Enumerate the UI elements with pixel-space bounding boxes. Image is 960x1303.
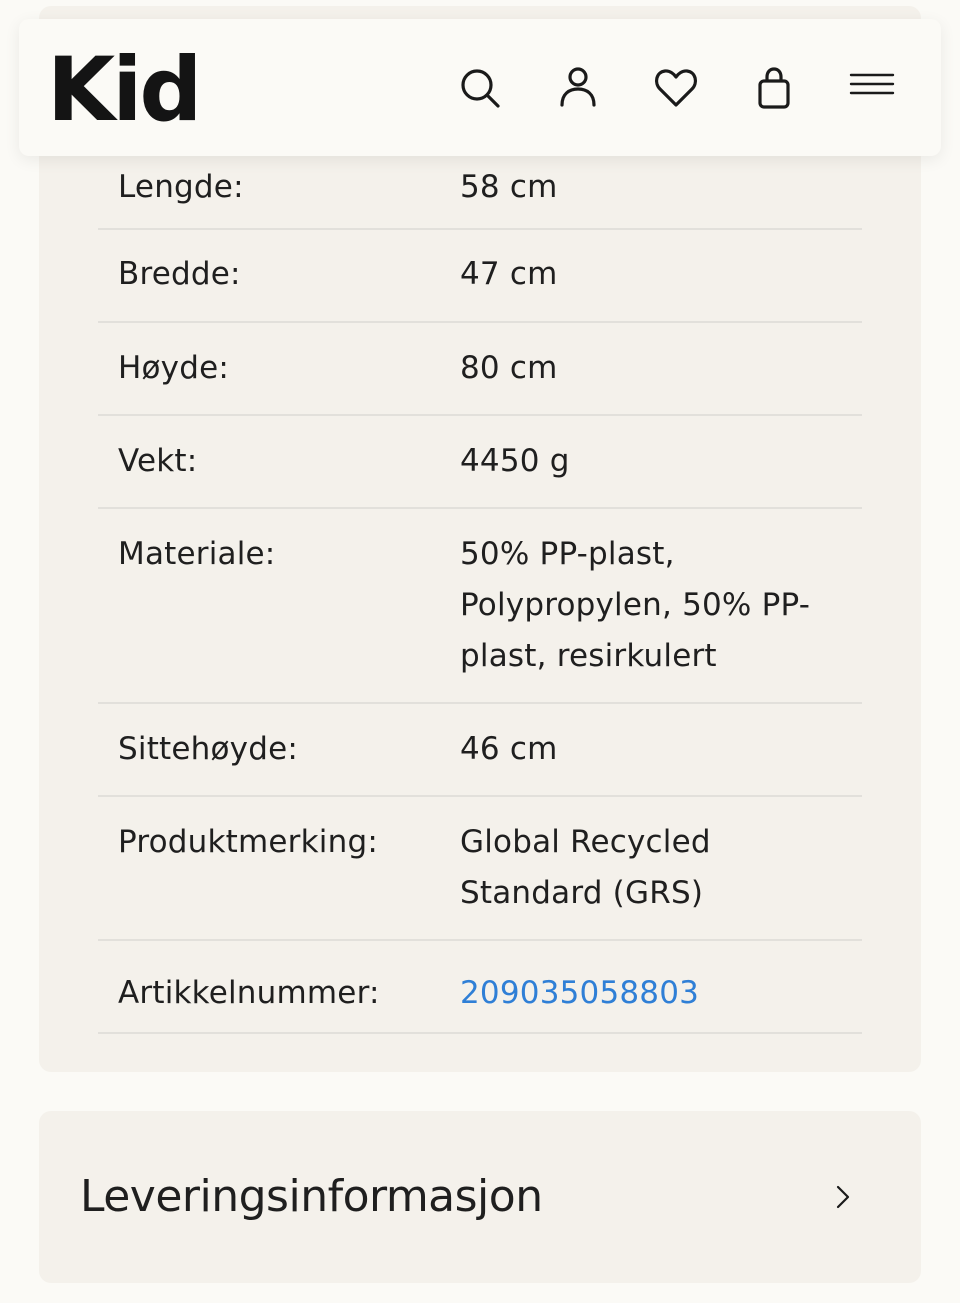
spec-label: Høyde: [118, 350, 230, 386]
product-specs-card [39, 6, 921, 1072]
spec-row-width [98, 230, 862, 323]
spec-value: Global Recycled Standard (GRS) [460, 824, 711, 911]
spec-row-material [98, 509, 862, 704]
site-header [19, 19, 941, 156]
spec-value: 46 cm [460, 731, 558, 767]
spec-label: Vekt: [118, 443, 198, 479]
heart-icon[interactable] [651, 63, 701, 113]
article-number-link[interactable]: 209035058803 [460, 975, 700, 1011]
spec-label: Bredde: [118, 256, 241, 292]
account-icon[interactable] [553, 63, 603, 113]
chevron-right-icon [831, 1184, 855, 1210]
spec-label: Materiale: [118, 536, 276, 572]
spec-row-article-number [98, 941, 862, 1034]
delivery-info-title: Leveringsinformasjon [80, 1171, 543, 1222]
spec-value: 58 cm [460, 169, 558, 205]
delivery-info-accordion[interactable] [39, 1111, 921, 1283]
spec-row-weight [98, 416, 862, 509]
spec-label: Produktmerking: [118, 824, 378, 860]
spec-value: 4450 g [460, 443, 570, 479]
search-icon[interactable] [455, 63, 505, 113]
spec-value: 47 cm [460, 256, 558, 292]
kid-logo[interactable]: Kid [47, 38, 200, 141]
spec-row-height [98, 323, 862, 416]
shopping-bag-icon[interactable] [749, 63, 799, 113]
spec-row-product-label [98, 797, 862, 941]
spec-row-seat-height [98, 704, 862, 797]
spec-table [98, 137, 862, 1034]
spec-label: Artikkelnummer: [118, 975, 380, 1011]
spec-value: 50% PP-plast, Polypropylen, 50% PP-plast, resirkulert [460, 536, 811, 674]
spec-label: Lengde: [118, 169, 244, 205]
spec-label: Sittehøyde: [118, 731, 299, 767]
spec-value: 80 cm [460, 350, 558, 386]
menu-icon[interactable] [847, 63, 897, 113]
